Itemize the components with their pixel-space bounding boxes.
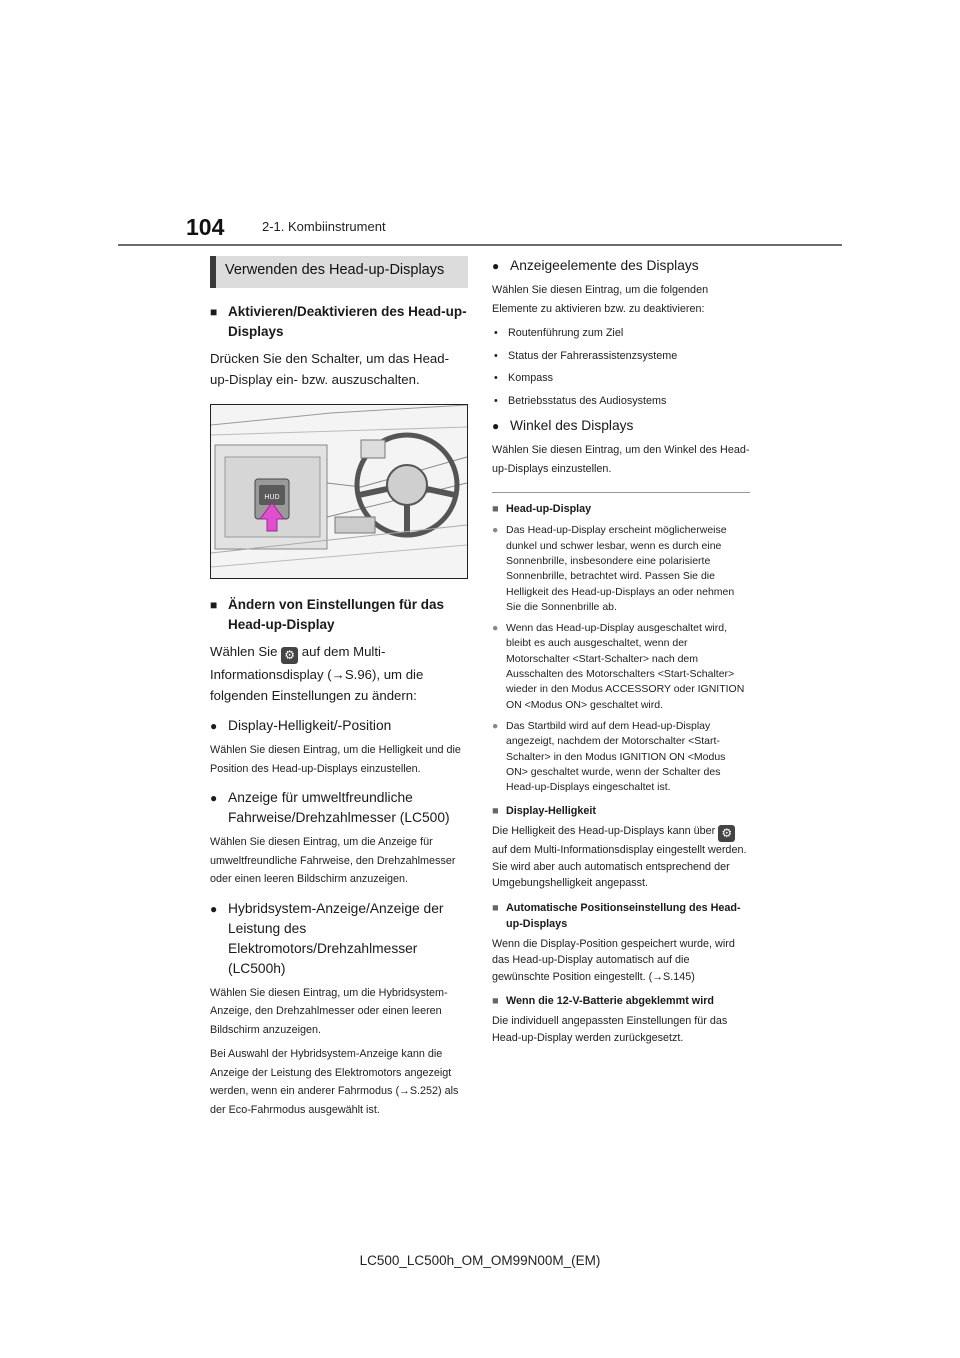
list-item: • Routenführung zum Ziel [494,327,624,339]
footer-code: LC500_LC500h_OM_OM99N00M_(EM) [359,1253,601,1268]
note-bullet: ● Das Head-up-Display erscheint möglicherweise dunkel und schwer lesbar, wenn es durch eine Sonnenbrille, insbesondere eine polarisierte Sonnenbrille, betrachtet wird. Passen Sie die Helligkeit des Head-up-Displays an oder nehmen Sie die Sonnenbrille ab. [492,524,735,613]
hud-label: HUD [264,494,280,501]
elements-text: Wählen Sie diesen Eintrag, um die folgenden Elemente zu aktivieren bzw. zu deaktivieren: [492,284,709,315]
note-bullet: ● Wenn das Head-up-Display ausgeschaltet wird, bleibt es auch ausgeschaltet, wenn der Motorschalter <Start-Schalter> nach dem Ausschalten des Motorschalters <Start-Schalter> wieder in den Modus ACCESSORY oder IGNITION ON <Modus ON> geschaltet wird. [492,622,745,711]
notes-divider [492,492,750,493]
note-hud-heading: ■ Head-up-Display [492,503,592,516]
activate-heading: ■ Aktivieren/Deaktivieren des Head-up-Displays [210,304,467,339]
list-item: • Status der Fahrerassistenzsysteme [494,349,678,362]
list-item: • Betriebsstatus des Audiosystems [494,394,667,407]
gear-icon: ⚙ [718,825,735,842]
note-battery-text: Die individuell angepassten Einstellungen für das Head-up-Display werden zurückgesetzt. [492,1015,728,1044]
elements-title: ● Anzeigeelemente des Displays [492,258,699,273]
item-eco-text: Wählen Sie diesen Eintrag, um die Anzeige für umweltfreundliche Fahrweise, den Drehzahlmesser oder einen leeren Bildschirm anzuzeigen. [210,836,456,885]
item-brightness-text: Wählen Sie diesen Eintrag, um die Helligkeit und die Position des Head-up-Displays einzustellen. [210,744,461,775]
hybrid-note: Bei Auswahl der Hybridsystem-Anzeige kann die Anzeige der Leistung des Elektromotors angezeigt werden, wenn ein anderer Fahrmodus (→S.252) als der Eco-Fahrmodus ausgewählt ist. [210,1048,459,1116]
angle-title: ● Winkel des Displays [492,418,634,434]
item-eco-title: ● Anzeige für umweltfreundliche Fahrweise/Drehzahlmesser (LC500) [210,790,450,825]
gear-icon: ⚙ [281,647,298,664]
item-brightness-title: ● Display-Helligkeit/-Position [210,718,392,733]
chapter-title: 2-1. Kombiinstrument [262,219,386,234]
change-text: Wählen Sie ⚙ auf dem Multi-Informationsdisplay (→S.96), um die folgenden Einstellungen zu ändern: [210,644,424,703]
note-battery-heading: ■ Wenn die 12-V-Batterie abgeklemmt wird [492,995,714,1008]
page-number: 104 [186,214,225,240]
section-title: Verwenden des Head-up-Displays [225,262,445,278]
list-item: • Kompass [494,372,554,385]
left-column [210,256,468,1119]
change-heading: ■ Ändern von Einstellungen für das Head-up-Display [210,597,445,632]
note-auto-text: Wenn die Display-Position gespeichert wurde, wird das Head-up-Display automatisch auf die gewünschte Position eingestellt. (→S.145) [492,937,735,983]
dashboard-illustration [211,405,467,578]
note-brightness-text: Die Helligkeit des Head-up-Displays kann über ⚙ auf dem Multi-Informationsdisplay eingestellt werden. Sie wird aber auch automatisch entsprechend der Umgebungshelligkeit angepasst. [492,825,747,890]
item-hybrid-text: Wählen Sie diesen Eintrag, um die Hybridsystem-Anzeige, den Drehzahlmesser oder einen leeren Bildschirm anzuzeigen. [210,986,448,1036]
note-auto-heading: ■ Automatische Positionseinstellung des Head-up-Displays [492,901,741,930]
note-bullet: ● Das Startbild wird auf dem Head-up-Display angezeigt, nachdem der Motorschalter <Start-Schalter> in den Modus IGNITION ON <Modus ON> geschaltet wurde, wenn der Schalter des Head-up-Displays eingeschaltet ist. [492,719,726,794]
header-rule [118,244,842,246]
elements-list [492,322,750,412]
note-brightness-heading: ■ Display-Helligkeit [492,805,597,818]
right-column [492,256,750,1046]
activate-text: Drücken Sie den Schalter, um das Head-up-Display ein- bzw. auszuschalten. [210,351,449,387]
item-hybrid-title: ● Hybridsystem-Anzeige/Anzeige der Leistung des Elektromotors/Drehzahlmesser (LC500h) [210,900,444,976]
hud-switch-figure [210,404,468,579]
angle-text: Wählen Sie diesen Eintrag, um den Winkel des Head-up-Displays einzustellen. [492,444,750,475]
section-header [210,256,468,288]
